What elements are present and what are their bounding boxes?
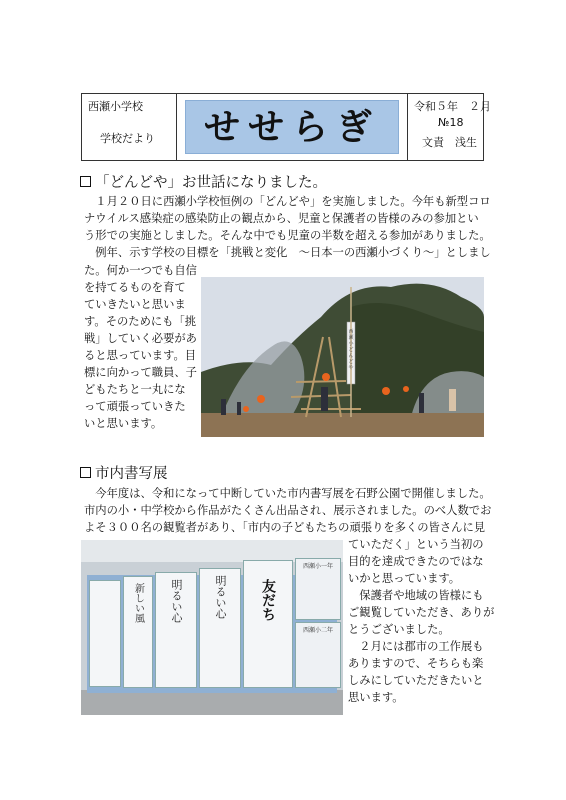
calligraphy-sheet xyxy=(199,568,241,688)
calligraphy-exhibit-photo xyxy=(81,540,343,715)
text-line: う形での実施としました。そんな中でも児童の半数を超える参加がありました。 xyxy=(84,229,491,242)
issue-number: №18 xyxy=(438,116,464,129)
panel-tag: 西瀬小二年 xyxy=(302,627,333,634)
calligraphy-sheet xyxy=(89,580,121,687)
text-line: 市内の小・中学校から作品がたくさん出品され、展示されました。のべ人数でお xyxy=(84,504,492,517)
calligraphy-text: 新しい風 xyxy=(132,583,144,623)
section2-side-text xyxy=(348,536,494,706)
section2-heading: 市内書写展 xyxy=(95,466,168,482)
calligraphy-sheet xyxy=(243,560,293,688)
checkbox-icon xyxy=(80,176,91,187)
text-line: どもたちと一丸にな xyxy=(84,383,186,396)
calligraphy-text: 明るい心 xyxy=(214,575,227,619)
newsletter-title: せせらぎ xyxy=(203,107,380,148)
dondoya-photo xyxy=(201,277,484,437)
section1-side-text xyxy=(84,262,197,432)
section2-body xyxy=(84,485,491,536)
text-line: 例年、示す学校の目標を「挑戦と変化 ～日本一の西瀬小づくり～」としまし xyxy=(84,246,491,259)
text-line: ご観覧していただき、ありが xyxy=(348,606,495,619)
text-line: ていただく」という当初の xyxy=(348,538,484,551)
bulletin-label: 学校だより xyxy=(100,132,155,145)
text-line: を持てるものを育て xyxy=(84,281,186,294)
text-line: 戦」していく必要があ xyxy=(84,332,197,345)
text-line: 保護者や地域の皆様にも xyxy=(348,589,484,602)
calligraphy-text: 明るい心 xyxy=(170,579,183,623)
text-line: 標に向かって職員、子 xyxy=(84,366,197,379)
text-line: 目的を達成できたのではな xyxy=(348,555,484,568)
masthead-left-cell xyxy=(82,94,177,160)
calligraphy-text: 友だち xyxy=(260,579,276,621)
text-line: とうございました。 xyxy=(348,623,450,636)
bonfire-illustration xyxy=(201,277,484,437)
masthead-right-cell xyxy=(407,94,491,160)
text-line: ると思っています。目 xyxy=(84,349,197,362)
issue-date: 令和５年 ２月 xyxy=(414,100,491,113)
text-line: よそ３００名の観覧者があり、「市内の子どもたちの頑張りを多くの皆さんに見 xyxy=(84,521,486,534)
title-banner xyxy=(185,100,399,154)
text-line: た。何か一つでも自信 xyxy=(84,264,197,277)
text-line: しみにしていただきたいと xyxy=(348,674,484,687)
text-line: す。そのためにも「挑 xyxy=(84,315,197,328)
display-panel xyxy=(295,622,341,688)
text-line: ２月には郡市の工作展も xyxy=(348,640,484,653)
text-line: ていきたいと思いま xyxy=(84,298,186,311)
calligraphy-sheet xyxy=(155,572,197,688)
school-name: 西瀬小学校 xyxy=(88,100,143,113)
text-line: ありますので、そちらも楽 xyxy=(348,657,484,670)
section1-heading-row xyxy=(80,171,327,192)
panel-tag: 西瀬小一年 xyxy=(302,563,333,570)
section1-body xyxy=(84,193,491,261)
text-line: 思います。 xyxy=(348,691,404,704)
masthead xyxy=(81,93,491,161)
text-line: 今年度は、令和になって中断していた市内書写展を石野公園で開催しました。 xyxy=(84,487,491,500)
calligraphy-sheet xyxy=(123,576,153,688)
checkbox-icon xyxy=(80,467,91,478)
text-line: いと思います。 xyxy=(84,417,163,430)
display-panel xyxy=(295,558,341,620)
section1-heading: 「どんどや」お世話になりました。 xyxy=(95,175,327,191)
text-line: いかと思っています。 xyxy=(348,572,461,585)
dondoya-banner-text: 西瀬小どんどや xyxy=(348,329,354,371)
text-line: って頑張っていきた xyxy=(84,400,186,413)
section2-heading-row xyxy=(80,462,168,483)
text-line: ナウイルス感染症の感染防止の観点から、児童と保護者の皆様のみの参加とい xyxy=(84,212,479,225)
text-line: １月２０日に西瀬小学校恒例の「どんどや」を実施しました。今年も新型コロ xyxy=(84,195,491,208)
author: 文責 浅生 xyxy=(422,136,477,149)
